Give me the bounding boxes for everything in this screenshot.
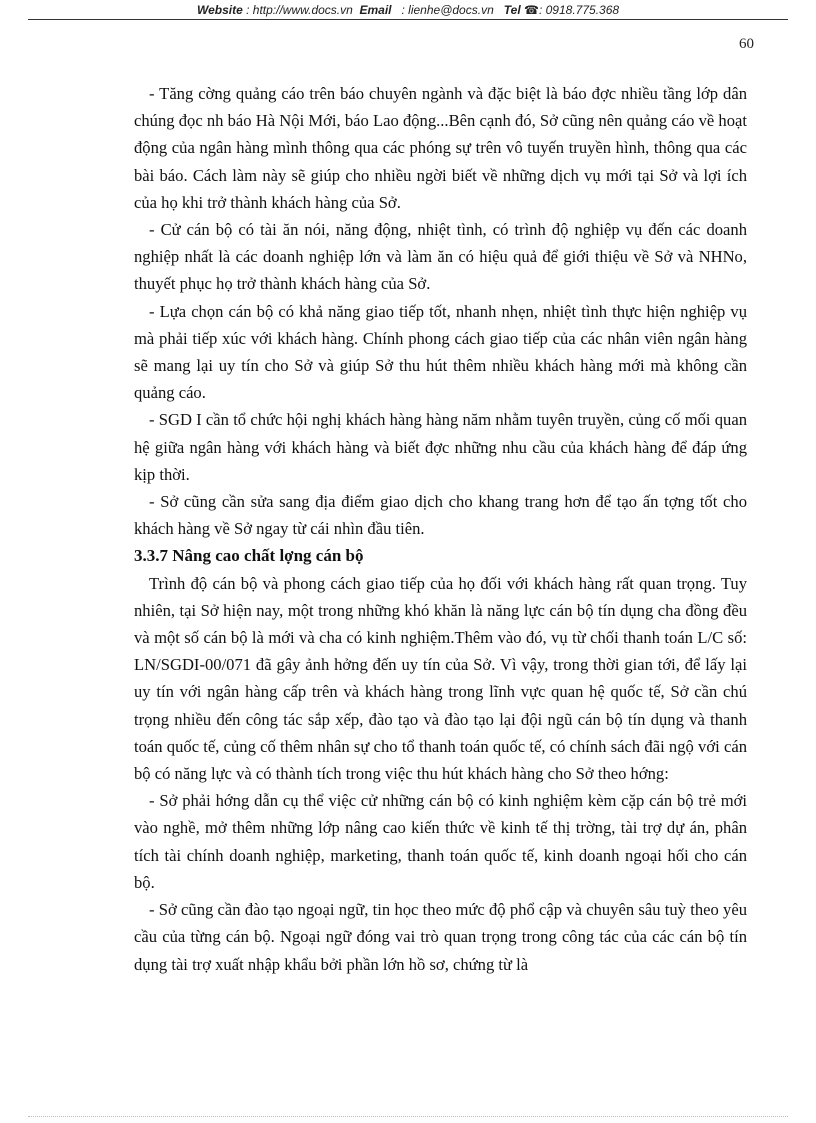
tel-value: : 0918.775.368 (538, 3, 620, 17)
paragraph: Trình độ cán bộ và phong cách giao tiếp của họ đối với khách hàng rất quan trọng. Tuy nhiên, tại Sở hiện nay, một trong những khó khăn là năng lực cán bộ tín dụng cha đồng đều và một số cán bộ là mới và cha có kinh nghiệm.Thêm vào đó, vụ từ chối thanh toán L/C số: LN/SGDI-00/071 đã gây ảnh hởng đến uy tín của Sở. Vì vậy, trong thời gian tới, để lấy lại uy tín với ngân hàng cấp trên và khách hàng trong lĩnh vực quan hệ quốc tế, Sở cần chú trọng nhiều đến công tác sắp xếp, đào tạo và đào tạo lại đội ngũ cán bộ tín dụng và thanh toán quốc tế, củng cố thêm nhân sự cho tổ thanh toán quốc tế, có chính sách đãi ngộ với cán bộ có năng lực và có thành tích trong việc thu hút khách hàng cho Sở theo hớng: (134, 573, 747, 784)
paragraph: - Sở cũng cần đào tạo ngoại ngữ, tin học theo mức độ phổ cập và chuyên sâu tuỳ theo yêu cầu của từng cán bộ. Ngoại ngữ đóng vai trò quan trọng trong công tác của các cán bộ tín dụng tài trợ xuất nhập khẩu bởi phần lớn hồ sơ, chứng từ là (134, 900, 747, 974)
paragraph: - Sở cũng cần sửa sang địa điểm giao dịch cho khang trang hơn để tạo ấn tợng tốt cho khách hàng về Sở ngay từ cái nhìn đầu tiên. (134, 492, 747, 539)
paragraph: - Cử cán bộ có tài ăn nói, năng động, nhiệt tình, có trình độ nghiệp vụ đến các doanh nghiệp nhất là các doanh nghiệp lớn và làm ăn có hiệu quả để giới thiệu về Sở và NHNo, thuyết phục họ trở thành khách hàng của Sở. (134, 220, 747, 294)
paragraph: - Tăng cờng quảng cáo trên báo chuyên ngành và đặc biệt là báo đợc nhiều tầng lớp dân chúng đọc nh báo Hà Nội Mới, báo Lao động...Bên cạnh đó, Sở cũng nên quảng cáo về hoạt động của ngân hàng mình thông qua các phóng sự trên vô tuyến truyền hình, thông qua các bài báo. Cách làm này sẽ giúp cho nhiều ngời biết về những dịch vụ mới tại Sở và lợi ích của họ khi trở thành khách hàng của Sở. (134, 84, 747, 212)
phone-icon: ☎ (524, 3, 539, 17)
website-label: Website (196, 3, 243, 17)
header-divider (28, 19, 788, 20)
page-header (0, 2, 816, 18)
section-heading: 3.3.7 Nâng cao chất lợng cán bộ (134, 546, 364, 566)
email-label: Email (359, 3, 392, 17)
paragraph: - Lựa chọn cán bộ có khả năng giao tiếp tốt, nhanh nhẹn, nhiệt tình thực hiện nghiệp vụ mà phải tiếp xúc với khách hàng. Chính phong cách giao tiếp của các nhân viên ngân hàng sẽ mang lại uy tín cho Sở và giúp Sở thu hút thêm nhiều khách hàng mới mà không cần quảng cáo. (134, 301, 747, 403)
email-value[interactable]: : lienhe@docs.vn (398, 3, 494, 17)
footer-divider (28, 1116, 788, 1117)
website-url[interactable]: http://www.docs.vn (252, 3, 353, 17)
tel-label: Tel (503, 3, 521, 17)
paragraph: - SGD I cần tổ chức hội nghị khách hàng hàng năm nhằm tuyên truyền, củng cố mối quan hệ giữa ngân hàng với khách hàng và biết đợc những nhu cầu của khách hàng để đáp ứng kịp thời. (134, 410, 747, 484)
website-separator: : (242, 3, 253, 17)
paragraph: - Sở phải hớng dẫn cụ thể việc cử những cán bộ có kinh nghiệm kèm cặp cán bộ trẻ mới vào nghề, mở thêm những lớp nâng cao kiến thức về kinh tế thị trờng, tài trợ dự án, phân tích tài chính doanh nghiệp, marketing, thanh toán quốc tế, kinh doanh ngoại hối cho cán bộ. (134, 791, 747, 892)
page-number: 60 (739, 36, 754, 52)
document-body (134, 80, 747, 978)
